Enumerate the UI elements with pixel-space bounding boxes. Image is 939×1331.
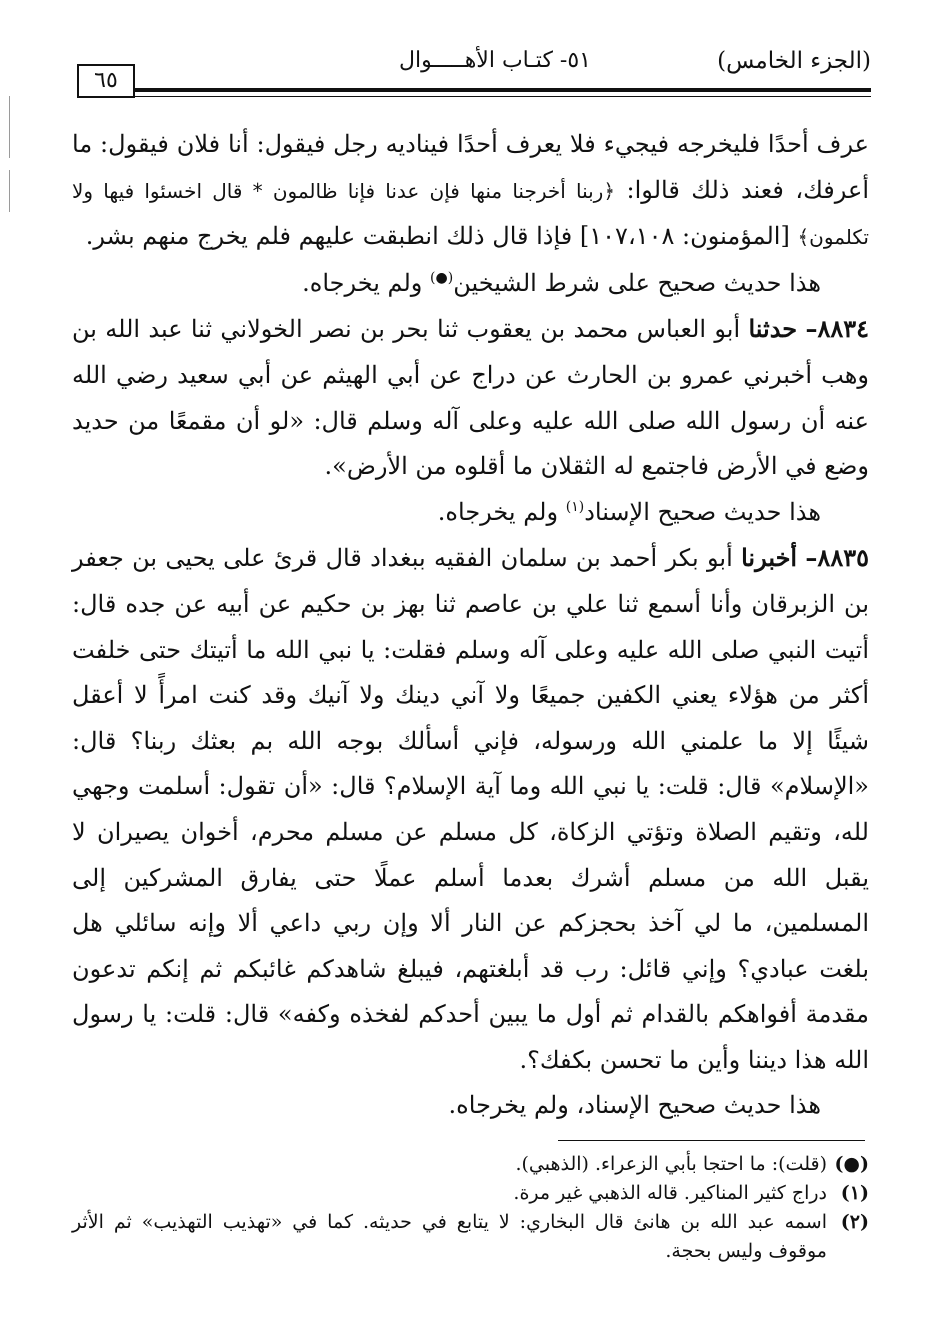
footnote-marker: (●) — [834, 1153, 869, 1175]
footnote-ref-1: (١) — [565, 498, 585, 515]
grading-3-text: هذا حديث صحيح الإسناد، ولم يخرجاه. — [448, 1091, 821, 1120]
hadith-number-8834: ٨٨٣٤– — [805, 314, 870, 344]
footnote-ref-star: (●) — [430, 269, 454, 286]
hadith-number-8835: ٨٨٣٥– — [805, 543, 869, 573]
hadith-8834 — [72, 306, 869, 489]
volume-label: (الجزء الخامس) — [717, 48, 871, 74]
hadith-8835 — [72, 535, 869, 1083]
page-number: ٦٥ — [94, 68, 118, 93]
footnote-star — [72, 1150, 869, 1179]
grading-1-tail: ولم يخرجاه. — [302, 268, 423, 297]
footnote-marker: (٢) — [840, 1211, 869, 1233]
grading-2 — [72, 490, 869, 536]
page-header — [75, 44, 871, 104]
continuation-text-1: عرف أحدًا فليخرجه فيجيء فلا يعرف أحدًا فيناديه رجل فيقول: أنا فلان فيقول: ما أعرفك، فعند ذلك قالوا: — [72, 130, 870, 204]
grading-1-text: هذا حديث صحيح على شرط الشيخين — [453, 268, 821, 297]
scan-edge-mid — [9, 170, 10, 212]
header-rule-thick — [135, 88, 871, 92]
footnote-text: دراج كثير المناكير. قاله الذهبي غير مرة. — [513, 1182, 827, 1204]
hadith-text-8835: أبو بكر أحمد بن سلمان الفقيه ببغداد قال قرئ على يحيى بن جعفر بن الزبرقان وأنا أسمع ثنا علي بن عاصم ثنا بهز بن حكيم عن أبيه عن جده قال: أتيت النبي صلى الله عليه وعلى آله وسلم فقلت: يا نبي الله ما أتيتك حتى خلفت أكثر من هؤلاء يعني الكفين جميعًا ولا آني دينك ولا آنيك وقد كنت امرأً لا أعقل شيئًا إلا ما علمني الله ورسوله، فإني أسألك بوجه الله بم بعثك ربنا؟ قال: «الإسلام» قال: قلت: يا نبي الله وما آية الإسلام؟ قال: «أن تقول: أسلمت وجهي لله، وتقيم الصلاة وتؤتي الزكاة، كل مسلم عن مسلم محرم، أخوان يصيران لا يقبل الله من مسلم أشرك بعدما أسلم عملًا حتى يفارق المشركين إلى المسلمين، ما لي آخذ بحجزكم عن النار ألا وإن ربي داعي ألا وإنه سائلي هل بلغت عبادي؟ وإني قائل: رب قد أبلغتهم، فيبلغ شاهدكم غائبكم ثم إنكم تدعون مقدمة أفواهكم بالقدام ثم أول ما يبين أحدكم لفخذه وكفه» قال: قلت: يا رسول الله هذا ديننا وأين ما تحسن بكفك؟. — [72, 544, 869, 1074]
hadith-text-8834: أبو العباس محمد بن يعقوب ثنا بحر بن نصر الخولاني ثنا عبد الله بن وهب أخبرني عمرو بن الحارث عن دراج عن أبي الهيثم عن أبي سعيد رضي الله عنه أن رسول الله صلى الله عليه وعلى آله وسلم قال: «لو أن مقمعًا من حديد وضع في الأرض فاجتمع له الثقلان ما أقلوه من الأرض». — [72, 315, 869, 481]
book-title: ٥١- كتـاب الأهـــــوال — [399, 48, 591, 73]
footnote-1 — [72, 1179, 869, 1208]
hadith-lead-8835: أخبرنا — [741, 543, 798, 573]
footnote-text: اسمه عبد الله بن هانئ قال البخاري: لا يتابع في حديثه. كما في «تهذيب التهذيب» ثم الأثر موقوف وليس بحجة. — [72, 1211, 827, 1262]
footnotes — [72, 1150, 869, 1266]
footnote-marker: (١) — [840, 1182, 869, 1204]
continuation-text-2: فإذا قال ذلك انطبقت عليهم فلم يخرج منهم بشر. — [85, 222, 573, 251]
footnote-separator — [558, 1140, 865, 1141]
page-body — [72, 122, 869, 1129]
footnote-text: (قلت): ما احتجا بأبي الزعراء. (الذهبي). — [515, 1153, 827, 1175]
grading-2-tail: ولم يخرجاه. — [437, 497, 559, 526]
grading-2-text: هذا حديث صحيح الإسناد — [584, 497, 821, 526]
quran-reference: [المؤمنون: ١٠٧،١٠٨] — [579, 222, 790, 251]
quran-verse: ﴿ربنا أخرجنا منها فإن عدنا فإنا ظالمون * قال اخسئوا فيها ولا تكلمون﴾ — [72, 178, 869, 250]
page-number-box — [77, 64, 135, 98]
grading-1 — [72, 261, 869, 307]
header-rule-thin — [135, 96, 871, 97]
scan-edge-top — [9, 96, 10, 158]
continuation-paragraph — [72, 122, 869, 261]
hadith-lead-8834: حدثنا — [748, 314, 798, 344]
grading-3 — [72, 1083, 869, 1129]
footnote-2 — [72, 1208, 869, 1266]
